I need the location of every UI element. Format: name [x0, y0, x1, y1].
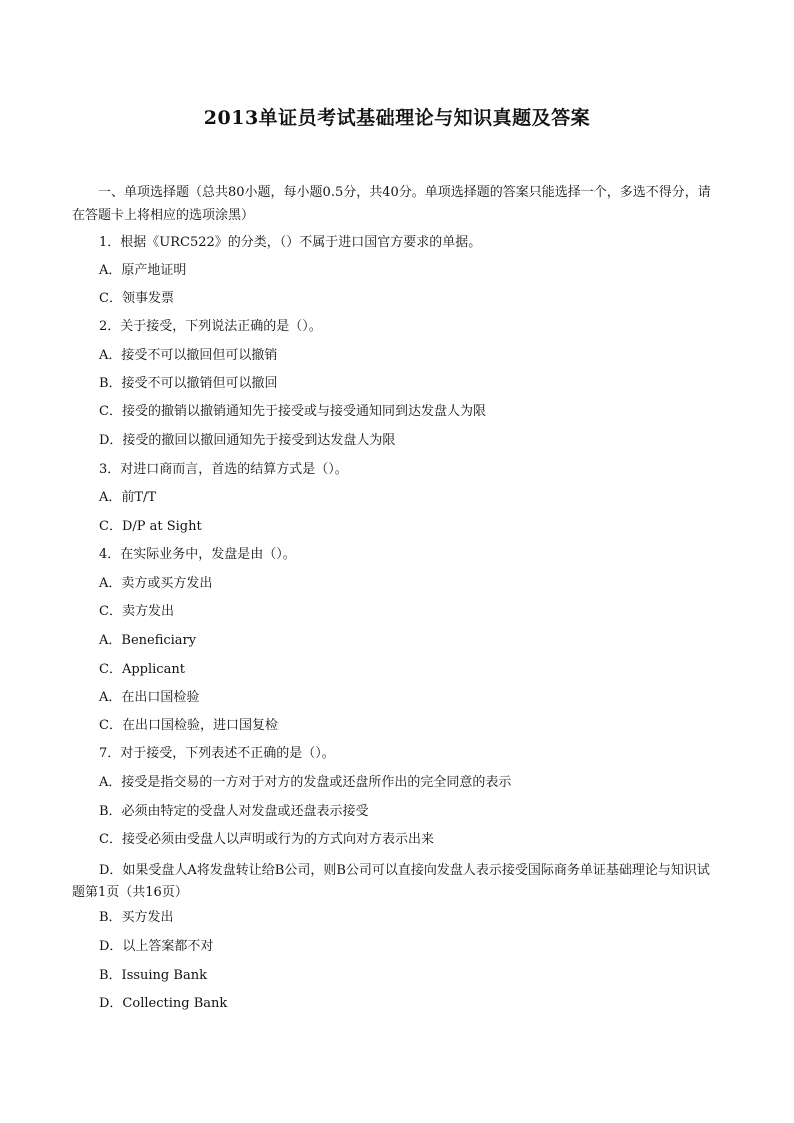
option-line: A．Beneficiary — [99, 633, 197, 648]
option-line: A．卖方或买方发出 — [99, 576, 213, 591]
option-line: C．卖方发出 — [99, 604, 174, 619]
option-line: C．Applicant — [99, 662, 185, 677]
option-line: A．接受是指交易的一方对于对方的发盘或还盘所作出的完全同意的表示 — [99, 775, 512, 790]
option-line: A．接受不可以撤回但可以撤销 — [99, 348, 278, 363]
option-line: C．接受必须由受盘人以声明或行为的方式向对方表示出来 — [99, 832, 434, 847]
option-line: D．以上答案都不对 — [99, 939, 214, 954]
question-line: 4．在实际业务中，发盘是由（）。 — [99, 547, 296, 562]
section-intro: 一、单项选择题（总共80小题，每小题0.5分，共40分。单项选择题的答案只能选择一个，多选不得分，请在答题卡上将相应的选项涂黑） — [72, 185, 711, 223]
option-line: C．接受的撤销以撤销通知先于接受或与接受通知同到达发盘人为限 — [99, 404, 486, 419]
option-line: D．Collecting Bank — [99, 996, 228, 1011]
option-line: A．前T/T — [99, 490, 157, 505]
option-line: C．D/P at Sight — [99, 519, 202, 534]
option-line: B．Issuing Bank — [99, 968, 207, 983]
option-line: B．必须由特定的受盘人对发盘或还盘表示接受 — [99, 804, 369, 819]
option-line-wrapped: D．如果受盘人A将发盘转让给B公司，则B公司可以直接向发盘人表示接受国际商务单证基础理论与知识试题第1页（共16页） — [72, 863, 710, 900]
option-line: B．买方发出 — [99, 910, 174, 925]
question-line: 2．关于接受，下列说法正确的是（）。 — [99, 319, 322, 334]
page-title: 2013单证员考试基础理论与知识真题及答案 — [203, 107, 591, 129]
question-line: 1．根据《URC522》的分类，（）不属于进口国官方要求的单据。 — [99, 235, 482, 250]
question-line: 7．对于接受，下列表述不正确的是（）。 — [99, 746, 335, 761]
question-line: 3．对进口商而言，首选的结算方式是（）。 — [99, 462, 348, 477]
option-line: C．在出口国检验，进口国复检 — [99, 718, 278, 733]
option-line: D．接受的撤回以撤回通知先于接受到达发盘人为限 — [99, 433, 396, 448]
option-line: A．原产地证明 — [99, 263, 187, 278]
option-line: B．接受不可以撤销但可以撤回 — [99, 376, 278, 391]
option-line: A．在出口国检验 — [99, 690, 200, 705]
option-line: C．领事发票 — [99, 291, 174, 306]
